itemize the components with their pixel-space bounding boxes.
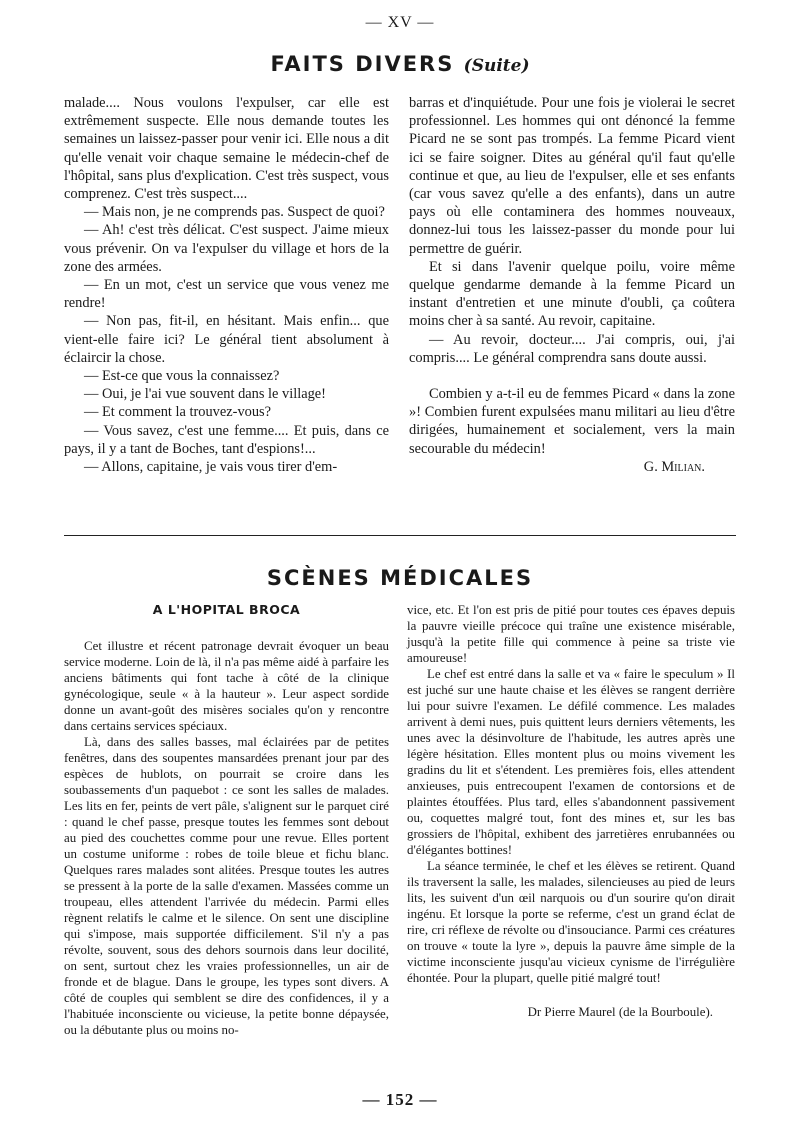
paragraph: Et si dans l'avenir quelque poilu, voire même quelque gendarme demande à la femme Picard un instant d'entretien et une minute d'oubli, ça coûtera moins cher à sa santé. Au revoir, capitaine. [409,258,735,330]
paragraph: La séance terminée, le chef et les élèves se retirent. Quand ils traversent la salle, les malades, silencieuses au pied de leurs lits, les suivent d'un œil narquois ou d'un sourire qu'on dirait ingénu. Et lorsque la porte se referme, c'est un grand éclat de rire, cri réflexe de révolte ou d'insouciance. Parmi ces créatures on trouve « toute la lyre », depuis la pauvre âme simple de la victime inconsciente jusqu'au vicieux cynisme de l'irrégulière éhontée. Pour la plupart, quelle pitié malgré tout! [407,859,735,985]
section-divider [64,535,736,536]
faits-divers-title-suffix: (Suite) [463,56,530,76]
faits-divers-right-column [409,94,735,476]
paragraph: Combien y a-t-il eu de femmes Picard « dans la zone »! Combien furent expulsées manu militari au lieu d'être dirigées, humainement et socialement, vers la main secourable du médecin! [409,386,735,457]
dialogue-line: — Non pas, fit-il, en hésitant. Mais enfin... que vient-elle faire ici? Le général tient absolument à éclaircir la chose. [64,313,389,366]
paragraph: barras et d'inquiétude. Pour une fois je violerai le secret professionnel. Les hommes qui ont dénoncé la femme Picard ne se sont pas trompés. La femme Picard vient ici se faire soigner. Dites au général qu'il faut qu'elle continue et que, au lieu de l'expulser, elle et ses enfants (car vous savez qu'elle a des enfants), dans un autre pays où elle contaminera des hommes nouveaux, donnez-lui tous les laissez-passer du monde pour lui permettre de guérir. [409,95,735,257]
faits-divers-left-column [64,94,389,476]
dialogue-line: — Ah! c'est très délicat. C'est suspect. J'aime mieux vous prévenir. On va l'expulser du village et hors de la zone des armées. [64,222,389,275]
faits-divers-title [0,52,800,76]
article-author: Dr Pierre Maurel (de la Bourboule). [527,1005,713,1019]
faits-divers-title-text: FAITS DIVERS [270,52,455,76]
dialogue-line: — Vous savez, c'est une femme.... Et puis, dans ce pays, il y a tant de Boches, tant d'espions!... [64,422,389,457]
scenes-medicales-title: SCÈNES MÉDICALES [266,566,534,590]
paragraph: vice, etc. Et l'on est pris de pitié pour toutes ces épaves depuis la pauvre vieille précoce qui traîne une existence misérable, jusqu'à la petite fille qui commence à peine sa triste vie amoureuse! [407,603,735,665]
signature: G. Milian. [643,458,705,475]
scenes-left-column [64,602,389,1038]
article-subtitle: A L'HOPITAL BROCA [152,602,301,617]
dialogue-line: — Et comment la trouvez-vous? [84,404,272,421]
scenes-right-column [407,602,735,1020]
roman-folio: — XV — [365,14,435,31]
dialogue-line: — Oui, je l'ai vue souvent dans le village! [84,386,326,403]
dialogue-line: — Allons, capitaine, je vais vous tirer d'em- [84,459,338,476]
dialogue-line: — Est-ce que vous la connaissez? [84,368,280,385]
paragraph: Là, dans des salles basses, mal éclairées par de petites fenêtres, dans des soupentes mansardées prenant jour par des espèces de hublots, on pourrait se croire dans les soubassements d'un paquebot : ce sont les salles de malades. Les lits en fer, peints de vert pâle, s'alignent sur le parquet ciré : quand le chef passe, presque toutes les femmes sont debout au pied des couchettes comme pour une revue. Elles portent un costume uniforme : robes de toile bleue et fichu blanc. Quelques rares malades sont alitées. Presque toutes les autres se pressent à la porte de la salle d'examen. Massées comme un troupeau, elles attendent l'arrivée du médecin. Parmi elles règnent relatifs le calme et le silence. On sent une discipline qui s'impose, mais supportée difficilement. S'il n'y a pas révolte, souvent, sous des dehors sournois dans leur docilité, on sent, surtout chez les vraies professionnelles, un air de fronde et de blague. Dans le groupe, les types sont divers. A côté de couples qui semblent se dire des confidences, il y a l'habituée inconsciente ou vicieuse, la petite bonne dépaysée, ou la débutante plus ou moins no- [64,735,389,1037]
page-number: — 152 — [362,1090,438,1109]
dialogue-line: — Mais non, je ne comprends pas. Suspect de quoi? [84,204,385,221]
paragraph: Le chef est entré dans la salle et va « faire le speculum » Il est juché sur une haute chaise et les élèves se rangent derrière lui pour suivre l'examen. Le défilé commence. Les malades arrivent à demi nues, puis quittent leurs derniers vêtements, les unes avec la désinvolture de l'habitude, les autres après une légère hésitation. Elles montent plus ou moins vivement les gradins du lit et s'étendent. Les premières fois, elles attendent anxieuses, puis entrecoupent l'examen de contorsions et de plaintes étouffées. Plus tard, elles s'abandonnent passivement ou, coquettes malgré tout, font des mines et, sur les bas grossiers de l'hôpital, exhibent des jarretières enrubannées ou d'élégantes bottines! [407,667,735,857]
paragraph: malade.... Nous voulons l'expulser, car elle est extrêmement suspecte. Elle nous demande toutes les semaines un laissez-passer pour venir ici. Elle nous a dit qu'elle venait voir chaque semaine le médecin-chef de l'hôpital, sans plus d'explication. C'est très suspect, vous comprenez. C'est très suspect.... [64,95,389,203]
dialogue-line: — Au revoir, docteur.... J'ai compris, oui, j'ai compris.... Le général comprendra sans doute aussi. [409,331,735,366]
paragraph: Cet illustre et récent patronage devrait évoquer un beau service moderne. Loin de là, il n'a pas même aidé à parfaire les anciens bâtiments qui font tache à côté de la clinique gynécologique, seule « à la hauteur ». Leur aspect sordide donne un avant-goût des misères sociales qu'on y rencontre dans certains services spéciaux. [64,639,389,733]
dialogue-line: — En un mot, c'est un service que vous venez me rendre! [64,277,389,312]
